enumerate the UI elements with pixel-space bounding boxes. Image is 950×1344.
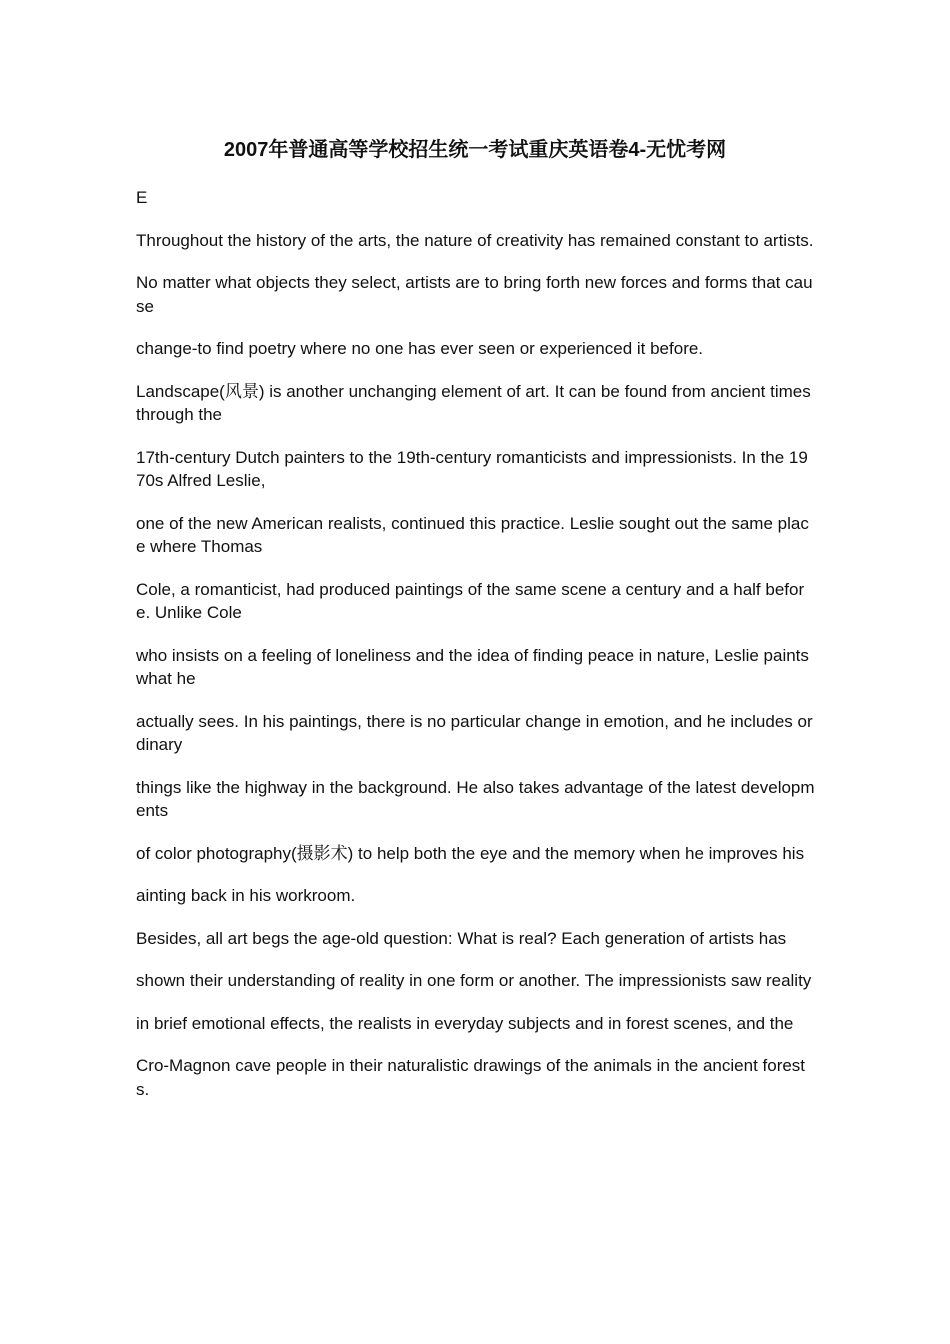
paragraph: change-to find poetry where no one has ever seen or experienced it before. bbox=[136, 339, 704, 358]
paragraph: Throughout the history of the arts, the nature of creativity has remained constant to artists. bbox=[136, 230, 814, 250]
paragraph: 17th-century Dutch painters to the 19th-century romanticists and impressionists. In the 1970s Alfred Leslie, bbox=[136, 447, 808, 490]
paragraph: Besides, all art begs the age-old question: What is real? Each generation of artists has bbox=[136, 928, 787, 948]
document-body bbox=[136, 186, 816, 1120]
paragraph: Cro-Magnon cave people in their naturalistic drawings of the animals in the ancient forests. bbox=[136, 1056, 806, 1099]
paragraph: Cole, a romanticist, had produced paintings of the same scene a century and a half before. Unlike Cole bbox=[136, 579, 805, 622]
paragraph: one of the new American realists, continued this practice. Leslie sought out the same place where Thomas bbox=[136, 513, 809, 556]
paragraph: of color photography(摄影术) to help both the eye and the memory when he improves his bbox=[136, 843, 805, 863]
page-title: 2007年普通高等学校招生统一考试重庆英语卷4-无忧考网 bbox=[223, 139, 727, 161]
paragraph: shown their understanding of reality in one form or another. The impressionists saw reality bbox=[136, 971, 812, 990]
paragraph: actually sees. In his paintings, there is no particular change in emotion, and he includes ordinary bbox=[136, 711, 813, 754]
paragraph: No matter what objects they select, artists are to bring forth new forces and forms that cause bbox=[136, 273, 813, 316]
section-label: E bbox=[136, 188, 148, 207]
paragraph: things like the highway in the background. He also takes advantage of the latest developments bbox=[136, 777, 815, 820]
paragraph: Landscape(风景) is another unchanging element of art. It can be found from ancient times through the bbox=[136, 381, 811, 424]
paragraph: who insists on a feeling of loneliness and the idea of finding peace in nature, Leslie paints what he bbox=[136, 645, 809, 688]
paragraph: ainting back in his workroom. bbox=[136, 886, 356, 905]
paragraph: in brief emotional effects, the realists in everyday subjects and in forest scenes, and the bbox=[136, 1013, 794, 1033]
